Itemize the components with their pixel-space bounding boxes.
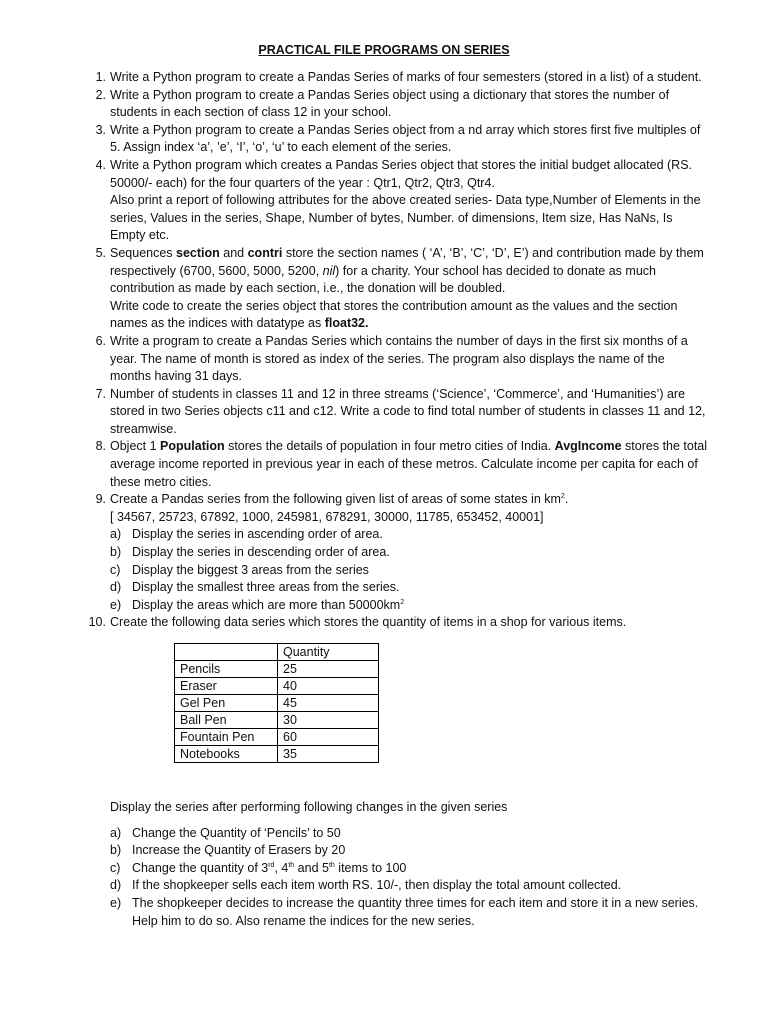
area-list: [ 34567, 25723, 67892, 1000, 245981, 678291, 30000, 11785, 653452, 40001] (110, 509, 544, 524)
sub-item-letter: b) (110, 545, 122, 560)
item-text: Write a Python program to create a Pandas Series of marks of four semesters (stored in a list) of a student. (110, 70, 702, 84)
table-cell: 60 (278, 729, 379, 746)
sub-item (110, 579, 708, 597)
sub-item (86, 860, 708, 878)
item-number: 2. (95, 87, 106, 102)
table-cell: Eraser (175, 678, 278, 695)
sub-item-letter: e) (110, 597, 122, 612)
item-number: 9. (95, 492, 106, 507)
page-title: PRACTICAL FILE PROGRAMS ON SERIES (258, 43, 510, 57)
item-text: Write a Python program which creates a Pandas Series object that stores the initial budget allocated (RS. 50000/- each) for the four quarters of the year : Qtr1, Qtr2, Qtr3, Qtr4. (110, 157, 693, 190)
item-text: Write a Python program to create a Pandas Series object from a nd array which stores first five multiples of 5. Assign index ‘a’, ’e’, ‘I’, ‘o’, ‘u’ to each element of the series. (110, 122, 701, 155)
table-row (175, 729, 379, 746)
item-number: 8. (95, 439, 106, 454)
sub-item-text: Change the Quantity of ‘Pencils’ to 50 (132, 825, 341, 840)
item-text: Create a Pandas series from the following given list of areas of some states in km (110, 492, 561, 507)
sub-item-letter: d) (110, 878, 122, 893)
list-item (86, 491, 708, 614)
instruction-text: Display the series after performing following changes in the given series (110, 800, 508, 814)
table-row (175, 661, 379, 678)
superscript: rd (268, 861, 275, 869)
table-cell: 35 (278, 746, 379, 763)
superscript: 2 (560, 493, 565, 501)
sub-item-letter: d) (110, 580, 122, 595)
item-text: Write a Python program to create a Pandas Series object using a dictionary that stores the number of students in each section of class 12 in your school. (110, 87, 670, 120)
item-text: . (564, 492, 569, 507)
table-row (175, 695, 379, 712)
sub-item-letter: e) (110, 895, 122, 910)
sub-item (86, 895, 708, 930)
table-cell: 45 (278, 695, 379, 712)
sub-item (110, 562, 708, 580)
item-text: Sequences (110, 245, 177, 260)
item-number: 1. (95, 70, 106, 84)
sub-item-text: Increase the Quantity of Erasers by 20 (132, 843, 346, 858)
sub-item-text: items to 100 (334, 860, 407, 875)
table-row (175, 746, 379, 763)
sub-item-text: Display the series in descending order of area. (132, 545, 390, 560)
sub-item-text: Display the smallest three areas from the series. (132, 580, 400, 595)
sub-item-letter: b) (110, 843, 122, 858)
item-text-continued: Also print a report of following attributes for the above created series- Data type,Number of Elements in the series, Values in the series, Shape, Number of bytes, Number. of dimensions, Item size, Has NaNs, Is Empty etc. (110, 193, 701, 243)
sub-item (110, 544, 708, 562)
list-item (86, 245, 708, 333)
sub-item (86, 877, 708, 895)
sub-item-text: , 4 (274, 860, 289, 875)
table-header-cell: Quantity (278, 644, 379, 661)
sub-item-text: If the shopkeeper sells each item worth RS. 10/-, then display the total amount collected. (132, 878, 622, 893)
table-cell: Fountain Pen (175, 729, 278, 746)
item-text: Number of students in classes 11 and 12 in three streams (‘Science’, ‘Commerce’, and ‘Humanities’) are stored in two Series objects c11 and c12. Write a code to find total number of students in classes 11 and 12, streamwise. (110, 386, 706, 436)
list-item (86, 87, 708, 122)
table-cell: 30 (278, 712, 379, 729)
item-text: ) for a charity. Your school has decided to donate as much contribution as made by each section, i.e., the donation will be doubled. (110, 263, 656, 296)
quantity-table (174, 643, 379, 763)
item-number: 5. (95, 245, 106, 260)
item-text: Write a program to create a Pandas Series which contains the number of days in the first six months of a year. The name of month is stored as index of the series. The program also displays the name of the months having 31 days. (110, 333, 688, 384)
superscript: th (288, 861, 295, 869)
sub-item (86, 825, 708, 843)
keyword-float32: float32. (324, 316, 369, 331)
sub-item-text: Change the quantity of 3 (132, 860, 269, 875)
keyword-section: section (176, 245, 220, 260)
item-number: 3. (95, 122, 106, 137)
sub-item-letter: c) (110, 562, 121, 577)
sub-item-text: and 5 (294, 860, 329, 875)
sub-item-text: Display the areas which are more than 50000km (132, 597, 401, 612)
table-header-cell (175, 644, 278, 661)
sub-item-letter: a) (110, 527, 122, 542)
keyword-population: Population (160, 439, 225, 454)
list-item (86, 614, 708, 632)
item-text: Create the following data series which stores the quantity of items in a shop for various items. (110, 615, 627, 630)
item-text: store the section names ( ‘A’, ‘B’, ‘C’, ‘D’, E’) and contribution made by them respectively (6700, 5600, 5000, 5200, (110, 245, 704, 278)
item-number: 6. (95, 333, 106, 348)
changes-list (86, 825, 708, 931)
sub-item-text: Display the series in ascending order of area. (132, 527, 383, 542)
table-cell: Notebooks (175, 746, 278, 763)
superscript: th (328, 861, 335, 869)
sub-item (110, 597, 708, 615)
keyword-avgincome: AvgIncome (554, 439, 622, 454)
table-header-row (175, 644, 379, 661)
table-cell: Gel Pen (175, 695, 278, 712)
list-item (86, 386, 708, 439)
sub-item (86, 842, 708, 860)
item-number: 10. (88, 615, 106, 630)
table-cell: 40 (278, 678, 379, 695)
list-item (86, 438, 708, 491)
table-cell: 25 (278, 661, 379, 678)
table-cell: Pencils (175, 661, 278, 678)
table-cell: Ball Pen (175, 712, 278, 729)
list-item (86, 157, 708, 245)
list-item (86, 69, 708, 87)
item-number: 7. (95, 386, 106, 401)
item-text: stores the total average income reported in previous year in each of these metros. Calculate income per capita for each of these metro cities. (110, 439, 708, 489)
list-item (86, 122, 708, 157)
program-list (86, 69, 708, 930)
keyword-nil: nil (322, 263, 336, 278)
item-number: 4. (95, 157, 106, 172)
item-text: Object 1 (110, 439, 161, 454)
item-text-continued: Write code to create the series object that stores the contribution amount as the values and the section names as the indices with datatype as (110, 298, 678, 331)
table-row (175, 712, 379, 729)
item-text: stores the details of population in four metro cities of India. (224, 439, 555, 454)
sub-item-letter: c) (110, 860, 121, 875)
item-text: and (219, 245, 248, 260)
sub-item-text: The shopkeeper decides to increase the quantity three times for each item and store it in a new series. Help him to do so. Also rename the indices for the new series. (132, 895, 699, 928)
sub-item (110, 526, 708, 544)
sub-item-text: Display the biggest 3 areas from the series (132, 562, 369, 577)
table-row (175, 678, 379, 695)
superscript: 2 (400, 598, 405, 606)
keyword-contri: contri (247, 245, 283, 260)
list-item (86, 333, 708, 386)
sub-item-letter: a) (110, 825, 122, 840)
